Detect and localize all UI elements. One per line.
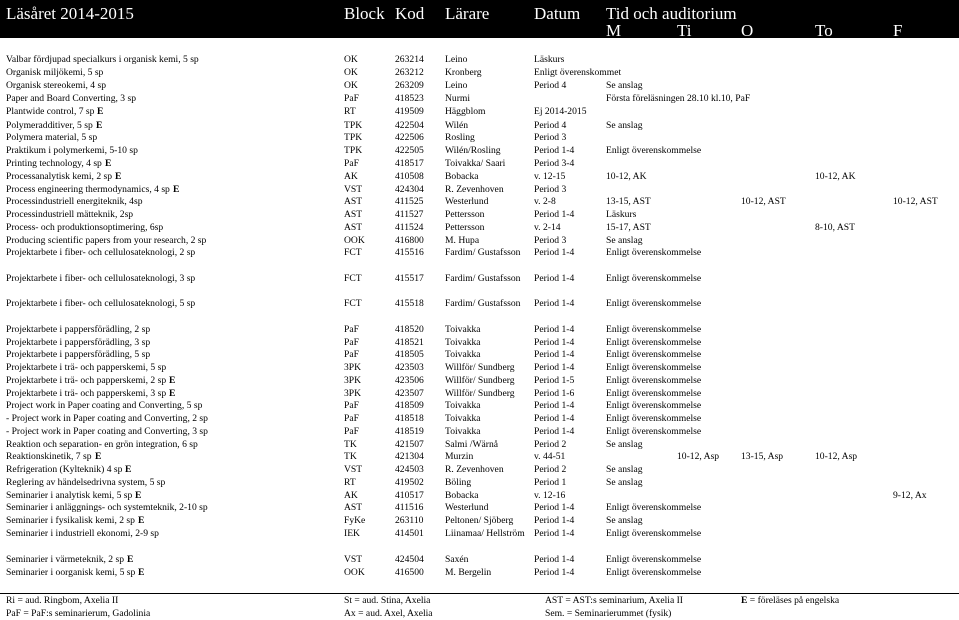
schedule-time: Enligt överenskommelse <box>606 349 702 360</box>
legend-item: E = föreläses på engelska <box>741 595 840 606</box>
english-marker: E <box>138 567 145 578</box>
course-group: FCT <box>344 273 362 284</box>
course-teacher: Fardim/ Gustafsson <box>445 298 521 309</box>
schedule-time: Se anslag <box>606 477 643 488</box>
course-period: Period 3-4 <box>534 158 575 169</box>
schedule-time: Första föreläsningen 28.10 kl.10, PaF <box>606 93 751 104</box>
course-name: Projektarbete i pappersförädling, 5 sp <box>6 349 151 360</box>
course-group: TPK <box>344 132 363 143</box>
course-code: 415518 <box>395 298 424 309</box>
course-group: OOK <box>344 235 365 246</box>
table-row <box>0 388 959 400</box>
course-period: v. 2-14 <box>534 222 561 233</box>
course-name: Process engineering thermodynamics, 4 sp <box>6 184 170 195</box>
table-row <box>0 54 959 66</box>
course-name: Seminarier i analytisk kemi, 5 sp <box>6 490 133 501</box>
course-name: Refrigeration (Kylteknik) 4 sp <box>6 464 123 475</box>
header-day-o: O <box>741 21 754 40</box>
course-name: Projektarbete i pappersförädling, 3 sp <box>6 337 151 348</box>
course-group: TK <box>344 439 357 450</box>
course-period: Period 1-5 <box>534 375 575 386</box>
course-code: 419509 <box>395 106 424 117</box>
course-teacher: Toivakka <box>445 324 481 335</box>
course-period: Period 1-4 <box>534 413 575 424</box>
legend-item: AST = AST:s seminarium, Axelia II <box>545 595 683 606</box>
header-col-tid: Tid och auditorium <box>606 4 737 23</box>
course-name: Processanalytisk kemi, 2 sp <box>6 171 113 182</box>
legend-item: Sem. = Seminarierummet (fysik) <box>545 608 672 619</box>
course-name: Plantwide control, 7 sp <box>6 106 95 117</box>
course-code: 415517 <box>395 273 424 284</box>
course-name: Seminarier i värmeteknik, 2 sp <box>6 554 125 565</box>
header-day-to: To <box>815 21 833 40</box>
course-group: OK <box>344 67 358 78</box>
english-marker: E <box>97 106 104 117</box>
course-group: PaF <box>344 158 359 169</box>
english-marker: E <box>96 120 103 131</box>
schedule-time: Enligt överenskommelse <box>606 426 702 437</box>
course-teacher: Häggblom <box>445 106 486 117</box>
course-code: 421304 <box>395 451 424 462</box>
course-teacher: Rosling <box>445 132 475 143</box>
course-teacher: Pettersson <box>445 209 485 220</box>
course-code: 416800 <box>395 235 424 246</box>
schedule-time: Enligt överenskommelse <box>606 388 702 399</box>
course-name: Process- och produktionsoptimering, 6sp <box>6 222 164 233</box>
legend-footer <box>0 593 959 620</box>
course-teacher: Bobacka <box>445 490 479 501</box>
schedule-time: Se anslag <box>606 80 643 91</box>
table-row <box>0 196 959 208</box>
table-row <box>0 209 959 221</box>
schedule-time: Enligt överenskommelse <box>606 337 702 348</box>
schedule-time: Enligt överenskommelse <box>606 502 702 513</box>
course-group: AK <box>344 171 358 182</box>
course-teacher: Nurmi <box>445 93 471 104</box>
schedule-time: Se anslag <box>606 515 643 526</box>
course-name: Seminarier i industriell ekonomi, 2-9 sp <box>6 528 159 539</box>
course-group: AST <box>344 209 363 220</box>
course-code: 416500 <box>395 567 424 578</box>
english-marker: E <box>135 490 142 501</box>
english-marker: E <box>169 375 176 386</box>
schedule-time: Enligt överenskommelse <box>606 528 702 539</box>
course-period: Period 3 <box>534 184 567 195</box>
course-period: Period 3 <box>534 132 567 143</box>
course-code: 422506 <box>395 132 424 143</box>
course-name: Seminarier i fysikalisk kemi, 2 sp <box>6 515 135 526</box>
course-group: VST <box>344 464 363 475</box>
course-teacher: Leino <box>445 54 468 65</box>
course-name: Projektarbete i fiber- och cellulosateknologi, 5 sp <box>6 298 196 309</box>
table-row <box>0 171 959 183</box>
course-group: RT <box>344 106 356 117</box>
course-code: 424503 <box>395 464 424 475</box>
course-group: RT <box>344 477 356 488</box>
table-row <box>0 132 959 144</box>
schedule-time: Enligt överenskommelse <box>606 375 702 386</box>
course-period: v. 2-8 <box>534 196 556 207</box>
course-teacher: R. Zevenhoven <box>445 184 504 195</box>
course-teacher: M. Hupa <box>445 235 480 246</box>
course-teacher: Liinamaa/ Hellström <box>445 528 525 539</box>
table-row <box>0 375 959 387</box>
schedule-time: 10-12, AST <box>741 196 786 207</box>
course-group: PaF <box>344 413 359 424</box>
course-name: Project work in Paper coating and Converting, 5 sp <box>6 400 203 411</box>
course-name: - Project work in Paper coating and Converting, 3 sp <box>6 426 208 437</box>
course-code: 411527 <box>395 209 424 220</box>
schedule-time: Enligt överenskommelse <box>606 298 702 309</box>
course-teacher: Toivakka <box>445 349 481 360</box>
course-teacher: Fardim/ Gustafsson <box>445 273 521 284</box>
course-teacher: Wilén <box>445 120 469 131</box>
table-row <box>0 273 959 285</box>
course-teacher: Saxén <box>445 554 469 565</box>
course-group: PaF <box>344 349 359 360</box>
table-row <box>0 324 959 336</box>
course-group: FCT <box>344 247 362 258</box>
course-period: Period 1-4 <box>534 298 575 309</box>
course-name: Processindustriell mätteknik, 2sp <box>6 209 134 220</box>
course-period: v. 12-16 <box>534 490 566 501</box>
course-teacher: Salmi /Wärnå <box>445 439 499 450</box>
course-period: Period 4 <box>534 80 567 91</box>
table-row <box>0 93 959 105</box>
course-period: Period 1-4 <box>534 337 575 348</box>
course-group: AST <box>344 222 363 233</box>
course-period: Period 1-6 <box>534 388 575 399</box>
course-name: Projektarbete i fiber- och cellulosateknologi, 3 sp <box>6 273 196 284</box>
course-period: Period 1-4 <box>534 247 575 258</box>
english-marker: E <box>741 595 748 606</box>
course-code: 419502 <box>395 477 424 488</box>
course-period: Period 1-4 <box>534 362 575 373</box>
course-period: Period 2 <box>534 464 567 475</box>
table-row <box>0 451 959 463</box>
course-name: Seminarier i oorganisk kemi, 5 sp <box>6 567 136 578</box>
course-period: Period 4 <box>534 120 567 131</box>
course-group: VST <box>344 554 363 565</box>
table-row <box>0 184 959 196</box>
course-name: Praktikum i polymerkemi, 5-10 sp <box>6 145 138 156</box>
course-group: PaF <box>344 426 359 437</box>
schedule-time: 10-12, AK <box>815 171 856 182</box>
course-group: PaF <box>344 324 359 335</box>
english-marker: E <box>169 388 176 399</box>
course-name: Seminarier i anläggnings- och systemteknik, 2-10 sp <box>6 502 208 513</box>
course-group: TPK <box>344 120 363 131</box>
course-code: 415516 <box>395 247 424 258</box>
course-group: IEK <box>344 528 360 539</box>
english-marker: E <box>127 554 134 565</box>
header-col-block: Block <box>344 4 385 23</box>
table-row <box>0 554 959 566</box>
course-period: Period 1-4 <box>534 400 575 411</box>
course-name: Processindustriell energiteknik, 4sp <box>6 196 143 207</box>
schedule-time: 8-10, AST <box>815 222 855 233</box>
course-period: Period 1-4 <box>534 515 575 526</box>
course-teacher: Pettersson <box>445 222 485 233</box>
schedule-time: 15-17, AST <box>606 222 651 233</box>
course-name: Organisk stereokemi, 4 sp <box>6 80 107 91</box>
course-name: - Project work in Paper coating and Converting, 2 sp <box>6 413 208 424</box>
course-period: Enligt överenskommet <box>534 67 622 78</box>
schedule-time: Läskurs <box>606 209 637 220</box>
course-teacher: Willför/ Sundberg <box>445 375 515 386</box>
table-row <box>0 247 959 259</box>
course-group: VST <box>344 184 363 195</box>
course-name: Projektarbete i trä- och papperskemi, 5 sp <box>6 362 167 373</box>
schedule-time: Se anslag <box>606 439 643 450</box>
course-group: PaF <box>344 337 359 348</box>
legend-item: Ri = aud. Ringbom, Axelia II <box>6 595 119 606</box>
english-marker: E <box>115 171 122 182</box>
course-teacher: Peltonen/ Sjöberg <box>445 515 514 526</box>
legend-item: St = aud. Stina, Axelia <box>344 595 431 606</box>
table-row <box>0 426 959 438</box>
table-row <box>0 145 959 157</box>
table-row <box>0 106 959 118</box>
course-code: 263212 <box>395 67 424 78</box>
english-marker: E <box>95 451 102 462</box>
header-day-f: F <box>893 21 903 40</box>
course-period: Period 1-4 <box>534 554 575 565</box>
course-group: FCT <box>344 298 362 309</box>
table-row <box>0 515 959 527</box>
schedule-time: 10-12, AK <box>606 171 647 182</box>
course-period: Period 1-4 <box>534 273 575 284</box>
course-period: Ej 2014-2015 <box>534 106 587 117</box>
course-code: 418505 <box>395 349 424 360</box>
course-code: 423503 <box>395 362 424 373</box>
course-group: PaF <box>344 93 359 104</box>
course-group: OK <box>344 80 358 91</box>
table-row <box>0 349 959 361</box>
schedule-time: 9-12, Ax <box>893 490 927 501</box>
course-code: 418509 <box>395 400 424 411</box>
schedule-time: Se anslag <box>606 120 643 131</box>
course-name: Valbar fördjupad specialkurs i organisk kemi, 5 sp <box>6 54 199 65</box>
schedule-time: Enligt överenskommelse <box>606 273 702 284</box>
table-row <box>0 502 959 514</box>
schedule-time: Enligt överenskommelse <box>606 362 702 373</box>
course-name: Organisk miljökemi, 5 sp <box>6 67 104 78</box>
schedule-time: Enligt överenskommelse <box>606 145 702 156</box>
course-period: Period 1-4 <box>534 349 575 360</box>
english-marker: E <box>138 515 145 526</box>
course-teacher: Wilén/Rosling <box>445 145 501 156</box>
course-code: 263214 <box>395 54 424 65</box>
table-row <box>0 528 959 540</box>
course-teacher: Fardim/ Gustafsson <box>445 247 521 258</box>
course-teacher: Murzin <box>445 451 474 462</box>
course-name: Polymera material, 5 sp <box>6 132 98 143</box>
course-code: 411525 <box>395 196 424 207</box>
course-group: AST <box>344 502 363 513</box>
course-name: Projektarbete i pappersförädling, 2 sp <box>6 324 151 335</box>
course-code: 422504 <box>395 120 424 131</box>
schedule-time: 13-15, AST <box>606 196 651 207</box>
course-name: Producing scientific papers from your research, 2 sp <box>6 235 207 246</box>
legend-item: Ax = aud. Axel, Axelia <box>344 608 433 619</box>
course-group: FyKe <box>344 515 366 526</box>
table-row <box>0 67 959 79</box>
course-name: Printing technology, 4 sp <box>6 158 102 169</box>
course-group: 3PK <box>344 388 362 399</box>
table-row <box>0 158 959 170</box>
legend-item: PaF = PaF:s seminarierum, Gadolinia <box>6 608 151 619</box>
course-teacher: Willför/ Sundberg <box>445 388 515 399</box>
schedule-time: Enligt överenskommelse <box>606 400 702 411</box>
course-teacher: Willför/ Sundberg <box>445 362 515 373</box>
course-code: 422505 <box>395 145 424 156</box>
header-col-datum: Datum <box>534 4 581 23</box>
course-period: Period 1 <box>534 477 567 488</box>
course-period: v. 12-15 <box>534 171 566 182</box>
table-row <box>0 439 959 451</box>
header-title: Läsåret 2014-2015 <box>6 4 134 23</box>
course-teacher: Westerlund <box>445 502 489 513</box>
schedule-time: Enligt överenskommelse <box>606 247 702 258</box>
course-teacher: Westerlund <box>445 196 489 207</box>
schedule-time: Se anslag <box>606 235 643 246</box>
course-group: OK <box>344 54 358 65</box>
course-code: 424304 <box>395 184 424 195</box>
course-name: Projektarbete i fiber- och cellulosateknologi, 2 sp <box>6 247 196 258</box>
schedule-time: Enligt överenskommelse <box>606 413 702 424</box>
course-code: 414501 <box>395 528 424 539</box>
schedule-time: Enligt överenskommelse <box>606 554 702 565</box>
header-col-larare: Lärare <box>445 4 490 23</box>
course-code: 424504 <box>395 554 424 565</box>
course-code: 423506 <box>395 375 424 386</box>
table-row <box>0 337 959 349</box>
course-period: Period 3 <box>534 235 567 246</box>
table-row <box>0 80 959 92</box>
english-marker: E <box>173 184 180 195</box>
table-row <box>0 400 959 412</box>
course-name: Reaktion och separation- en grön integration, 6 sp <box>6 439 198 450</box>
course-teacher: Böling <box>445 477 472 488</box>
course-code: 418518 <box>395 413 424 424</box>
course-period: Period 1-4 <box>534 145 575 156</box>
schedule-time: 13-15, Asp <box>741 451 784 462</box>
course-code: 411516 <box>395 502 424 513</box>
course-name: Polymeradditiver, 5 sp <box>6 120 93 131</box>
english-marker: E <box>105 158 112 169</box>
course-teacher: M. Bergelin <box>445 567 492 578</box>
course-teacher: Toivakka/ Saari <box>445 158 506 169</box>
table-row <box>0 222 959 234</box>
course-code: 410508 <box>395 171 424 182</box>
course-period: Period 1-4 <box>534 567 575 578</box>
course-code: 421507 <box>395 439 424 450</box>
course-code: 423507 <box>395 388 424 399</box>
schedule-time: 10-12, Asp <box>677 451 720 462</box>
course-teacher: Kronberg <box>445 67 482 78</box>
schedule-time: Enligt överenskommelse <box>606 567 702 578</box>
course-code: 263209 <box>395 80 424 91</box>
table-row <box>0 477 959 489</box>
header-day-m: M <box>606 21 622 40</box>
course-group: AST <box>344 196 363 207</box>
course-group: OOK <box>344 567 365 578</box>
course-period: Period 1-4 <box>534 502 575 513</box>
course-teacher: Toivakka <box>445 400 481 411</box>
course-teacher: Leino <box>445 80 468 91</box>
course-teacher: Toivakka <box>445 337 481 348</box>
course-period: v. 44-51 <box>534 451 566 462</box>
header-col-kod: Kod <box>395 4 425 23</box>
schedule-time: Se anslag <box>606 464 643 475</box>
course-group: 3PK <box>344 362 362 373</box>
course-code: 263110 <box>395 515 424 526</box>
table-row <box>0 490 959 502</box>
schedule-time: Enligt överenskommelse <box>606 324 702 335</box>
course-name: Reglering av händelsedrivna system, 5 sp <box>6 477 166 488</box>
course-group: AK <box>344 490 358 501</box>
schedule-time: 10-12, Asp <box>815 451 858 462</box>
table-row <box>0 362 959 374</box>
course-teacher: Bobacka <box>445 171 479 182</box>
english-marker: E <box>125 464 132 475</box>
course-teacher: Toivakka <box>445 426 481 437</box>
course-code: 418519 <box>395 426 424 437</box>
table-row <box>0 235 959 247</box>
course-teacher: R. Zevenhoven <box>445 464 504 475</box>
course-teacher: Toivakka <box>445 413 481 424</box>
course-period: Period 1-4 <box>534 426 575 437</box>
table-row <box>0 298 959 310</box>
table-row <box>0 120 959 132</box>
course-period: Period 1-4 <box>534 209 575 220</box>
table-row <box>0 413 959 425</box>
header-day-ti: Ti <box>677 21 692 40</box>
table-row <box>0 464 959 476</box>
course-code: 410517 <box>395 490 424 501</box>
course-code: 418523 <box>395 93 424 104</box>
course-group: TK <box>344 451 357 462</box>
course-name: Paper and Board Converting, 3 sp <box>6 93 137 104</box>
course-code: 418520 <box>395 324 424 335</box>
course-code: 418521 <box>395 337 424 348</box>
course-period: Period 2 <box>534 439 567 450</box>
course-code: 411524 <box>395 222 424 233</box>
course-name: Reaktionskinetik, 7 sp <box>6 451 92 462</box>
course-period: Period 1-4 <box>534 324 575 335</box>
course-group: PaF <box>344 400 359 411</box>
course-name: Projektarbete i trä- och papperskemi, 2 sp <box>6 375 167 386</box>
course-name: Projektarbete i trä- och papperskemi, 3 sp <box>6 388 167 399</box>
course-group: 3PK <box>344 375 362 386</box>
course-period: Läskurs <box>534 54 565 65</box>
course-group: TPK <box>344 145 363 156</box>
course-code: 418517 <box>395 158 424 169</box>
schedule-time: 10-12, AST <box>893 196 938 207</box>
course-period: Period 1-4 <box>534 528 575 539</box>
table-row <box>0 567 959 579</box>
